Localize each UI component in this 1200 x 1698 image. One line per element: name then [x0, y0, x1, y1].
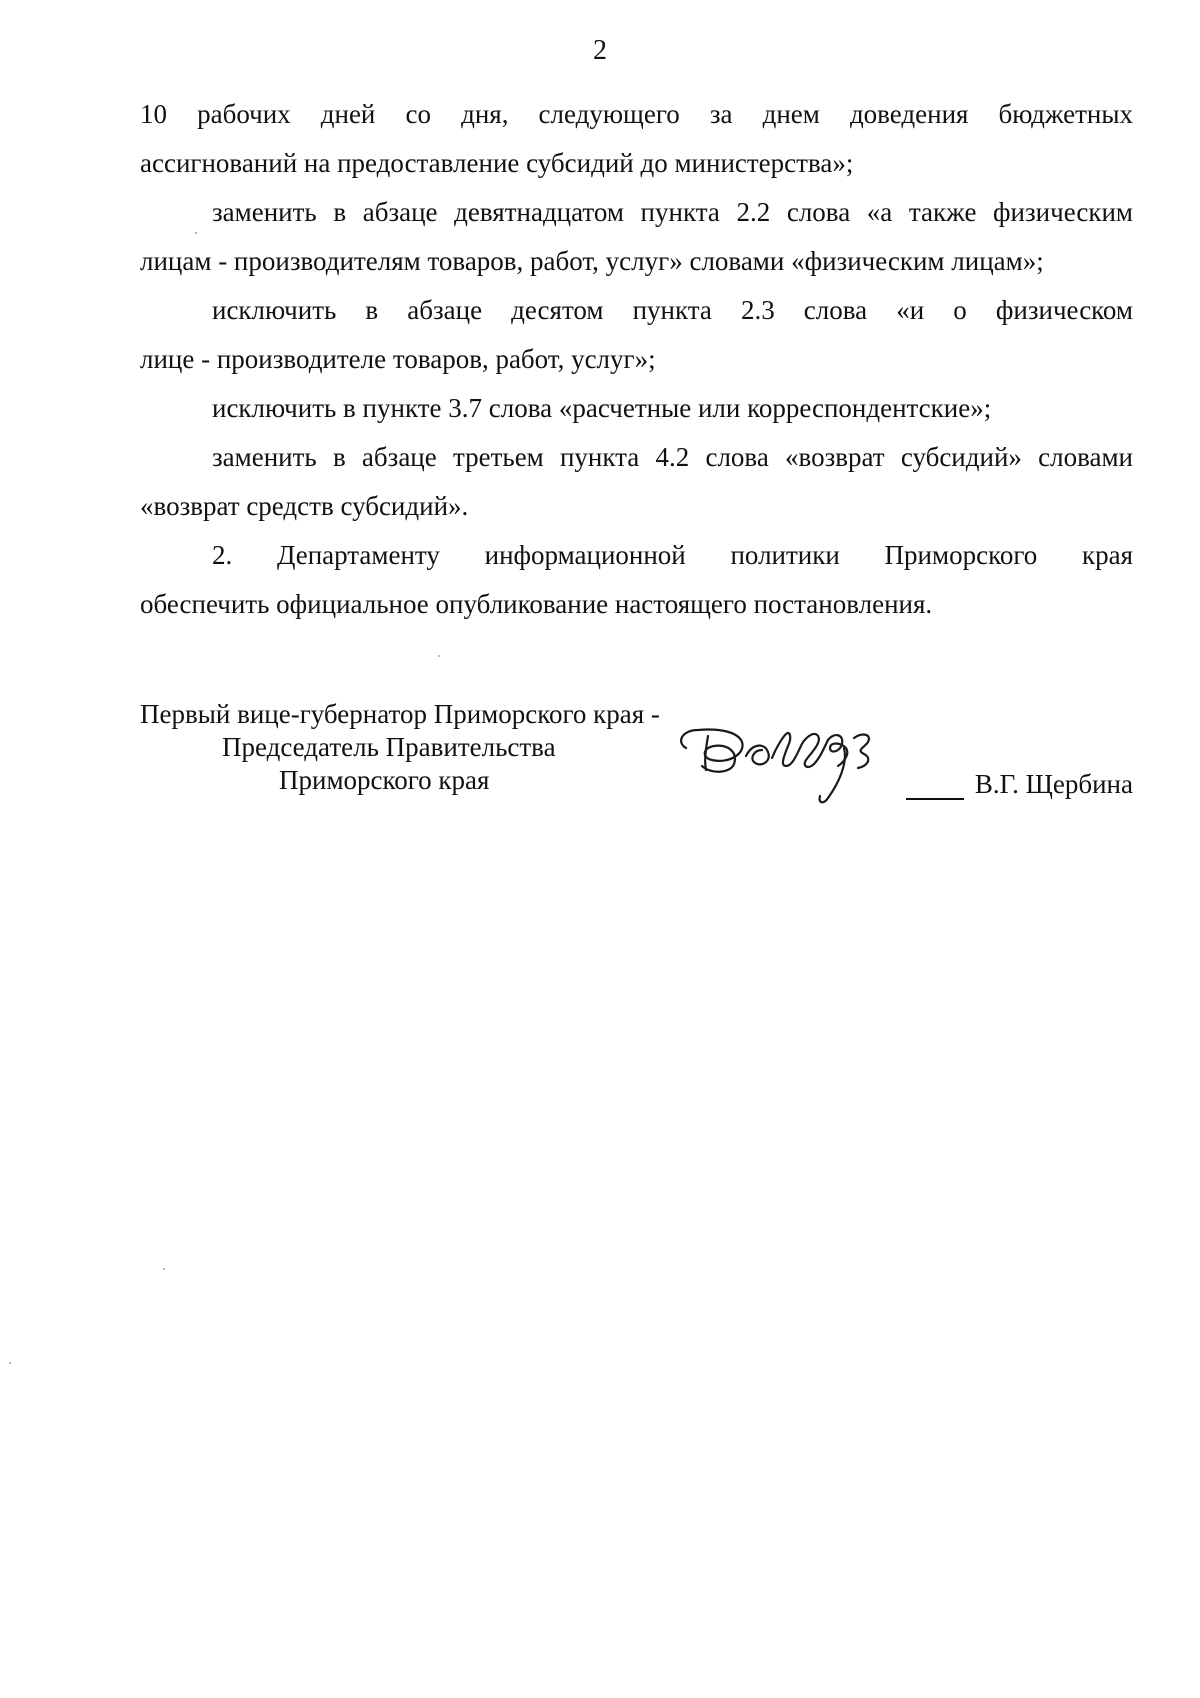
text-line: исключить в пункте 3.7 слова «расчетные или корреспондентские»; [212, 393, 992, 423]
text-line: заменить в абзаце третьем пункта 4.2 слова «возврат субсидий» словами [212, 442, 1133, 472]
scan-speck [9, 1362, 11, 1364]
signatory-title-line: Приморского края [279, 765, 490, 795]
text-line: обеспечить официальное опубликование настоящего постановления. [140, 589, 933, 619]
paragraph-3 [140, 286, 1133, 384]
paragraph-1 [140, 90, 1133, 188]
document-body [140, 90, 1133, 629]
scan-speck [438, 655, 440, 657]
signatory-title-line: Председатель Правительства [222, 732, 556, 762]
page-number: 2 [593, 35, 607, 66]
scan-speck [195, 232, 197, 234]
signatory-title-line: Первый вице-губернатор Приморского края - [140, 699, 660, 729]
paragraph-5 [140, 433, 1133, 531]
text-line: ассигнований на предоставление субсидий до министерства»; [140, 148, 854, 178]
text-line: лицам - производителям товаров, работ, услуг» словами «физическим лицам»; [140, 246, 1044, 276]
text-line: лице - производителе товаров, работ, услуг»; [140, 344, 656, 374]
paragraph-4 [140, 384, 1133, 433]
signature-block [140, 698, 1133, 818]
paragraph-2 [140, 188, 1133, 286]
handwritten-signature [668, 708, 918, 818]
text-line: заменить в абзаце девятнадцатом пункта 2.2 слова «а также физическим [212, 197, 1133, 227]
text-line: исключить в абзаце десятом пункта 2.3 слова «и о физическом [212, 295, 1133, 325]
signatory-name: В.Г. Щербина [974, 769, 1133, 799]
signature-underline [906, 798, 964, 800]
text-line: «возврат средств субсидий». [140, 491, 469, 521]
scan-speck [163, 1268, 165, 1270]
paragraph-6 [140, 531, 1133, 629]
text-line: 10 рабочих дней со дня, следующего за днем доведения бюджетных [140, 99, 1133, 129]
text-line: 2. Департаменту информационной политики Приморского края [212, 540, 1133, 570]
